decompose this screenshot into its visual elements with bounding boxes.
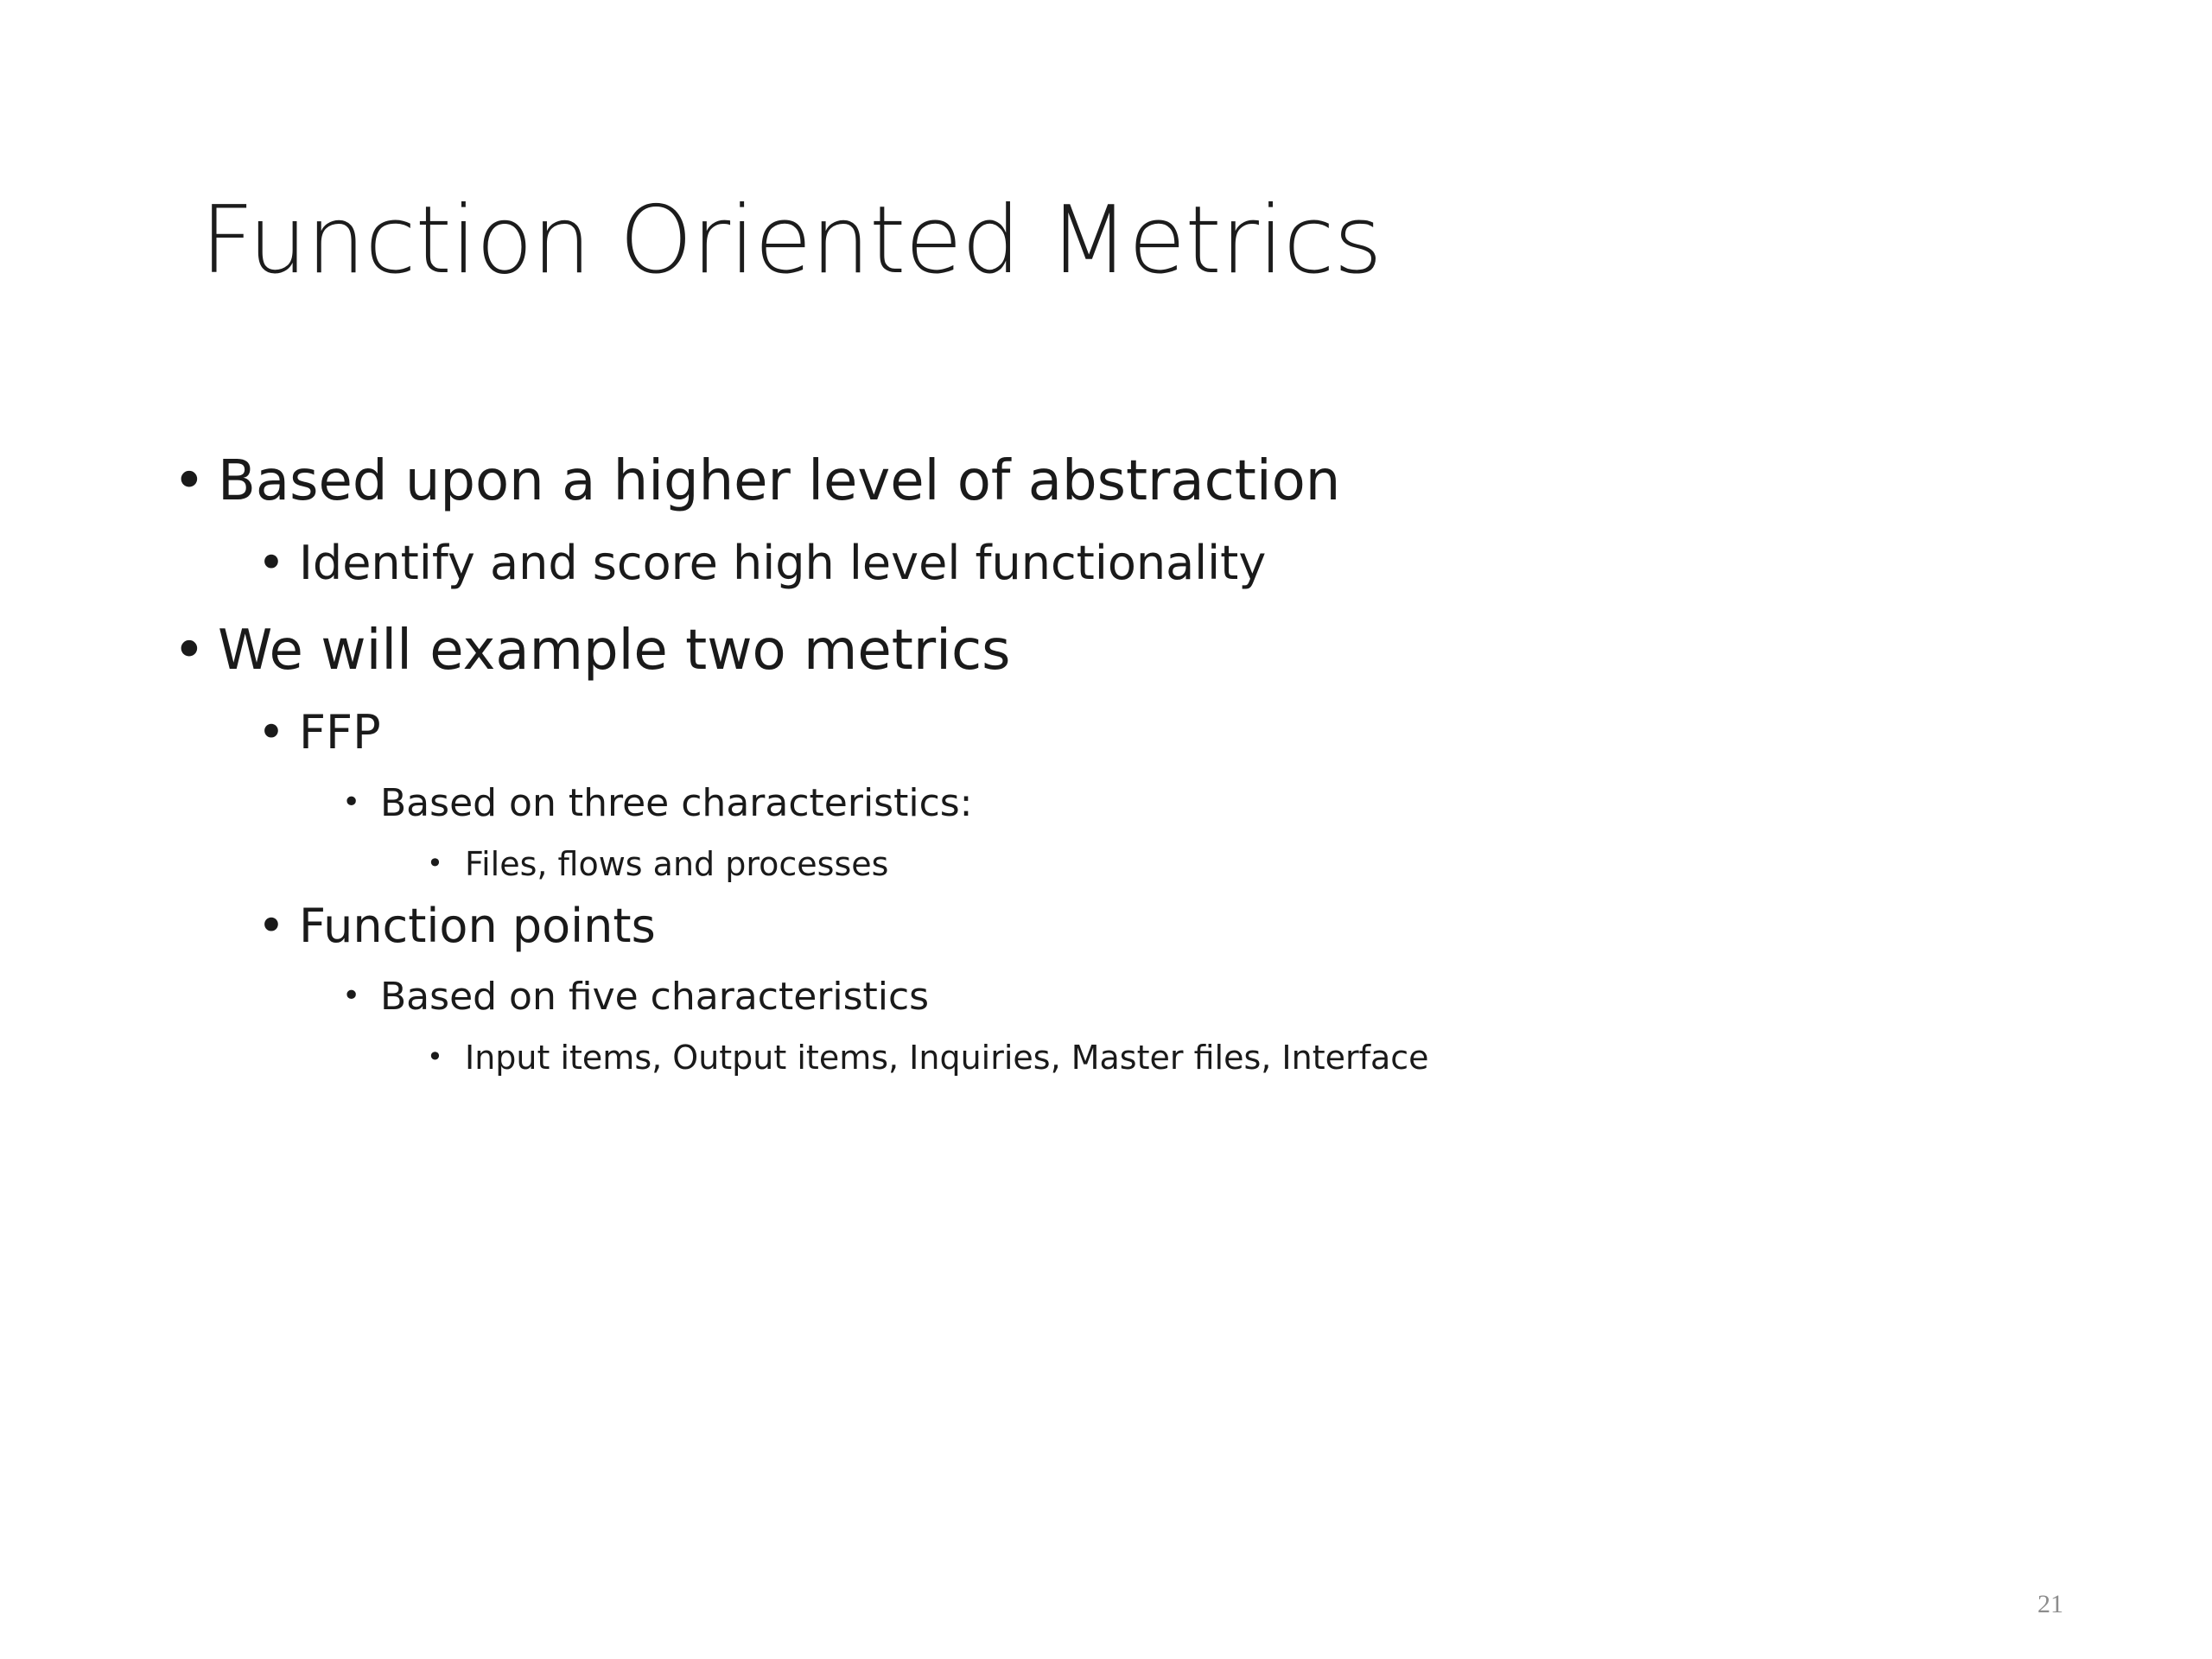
bullet-item [173,619,1010,683]
bullet-text: Identify and score high level functionality [299,536,1267,590]
bullet-item [257,536,1266,590]
slide-title: Function Oriented Metrics [200,187,1382,295]
bullet-text: FFP [299,705,381,760]
bullet-text: Based on five characteristics [380,975,930,1019]
bullet-text: Files, flows and processes [465,845,889,883]
bullet-text: Function points [299,899,656,953]
bullet-item [257,705,381,760]
bullet-dot-icon: • [173,449,206,513]
bullet-dot-icon: • [427,1040,443,1073]
bullet-text: Based upon a higher level of abstraction [218,449,1341,513]
page-number: 21 [2037,1590,2063,1618]
bullet-dot-icon: • [427,847,443,880]
bullet-item [427,845,888,883]
bullet-dot-icon: • [257,899,285,953]
bullet-item [342,975,929,1019]
bullet-item [427,1039,1429,1077]
bullet-item [173,449,1340,513]
bullet-text: We will example two metrics [218,619,1011,683]
bullet-text: Based on three characteristics: [380,781,973,825]
bullet-dot-icon: • [342,978,361,1014]
bullet-dot-icon: • [257,705,285,760]
bullet-item [257,899,656,953]
bullet-dot-icon: • [173,619,206,683]
bullet-dot-icon: • [342,785,361,820]
bullet-text: Input items, Output items, Inquiries, Master files, Interface [465,1039,1429,1077]
bullet-dot-icon: • [257,536,285,590]
bullet-item [342,781,973,825]
